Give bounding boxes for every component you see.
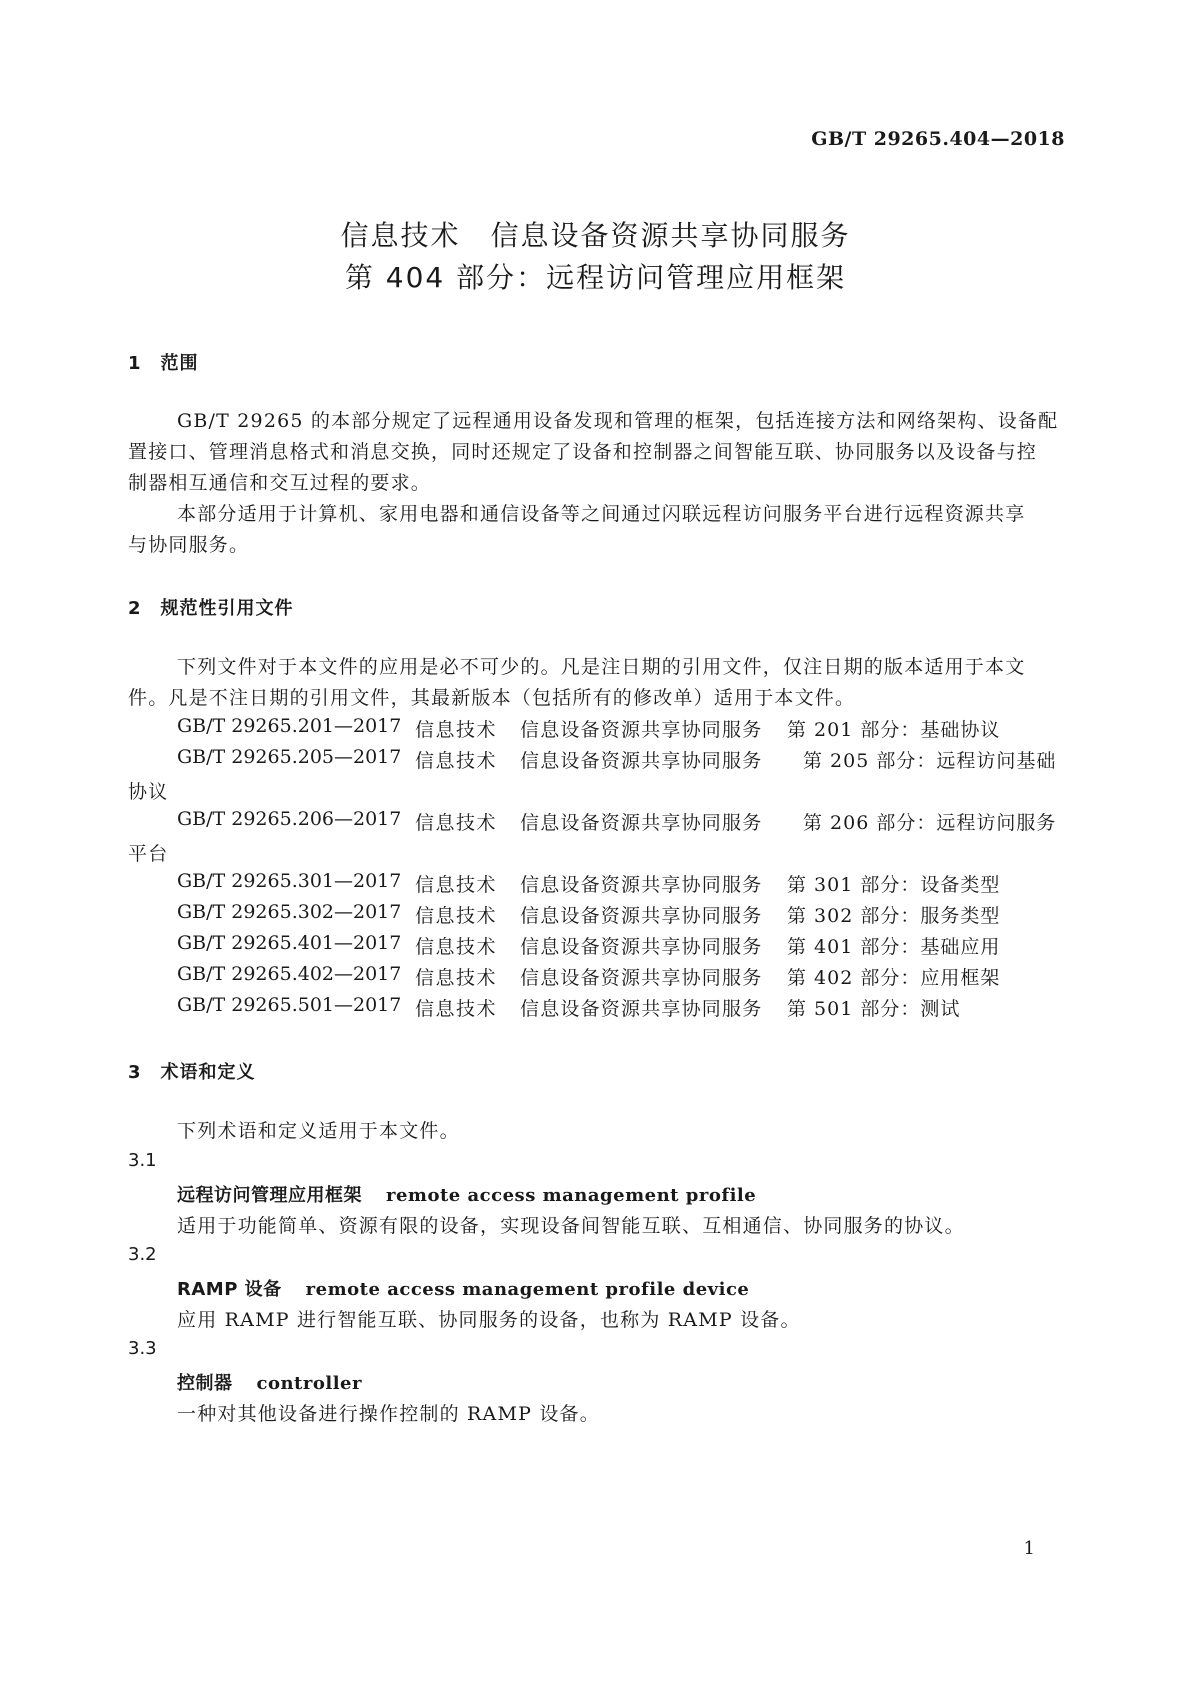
section-heading-terms: 3 术语和定义	[128, 1062, 256, 1083]
page-number: 1	[1023, 1538, 1035, 1559]
reference-category: 信息技术	[415, 936, 498, 958]
scope-paragraph-line: 置接口、管理消息格式和消息交换，同时还规定了设备和控制器之间智能互联、协同服务以及设备与控	[128, 441, 1038, 463]
reference-title: 信息设备资源共享协同服务	[520, 750, 763, 772]
reference-title: 信息设备资源共享协同服务	[520, 967, 763, 989]
document-title-line1: 信息技术 信息设备资源共享协同服务	[340, 219, 851, 252]
standard-code: GB/T 29265.404—2018	[811, 128, 1065, 150]
term-en: remote access management profile	[386, 1185, 757, 1206]
reference-category: 信息技术	[415, 998, 498, 1020]
term-zh: 远程访问管理应用框架	[177, 1185, 362, 1206]
term-number: 3.3	[128, 1338, 157, 1359]
reference-category: 信息技术	[415, 750, 498, 772]
reference-part: 第 205 部分：远程访问基础	[803, 750, 1057, 772]
reference-title: 信息设备资源共享协同服务	[520, 719, 763, 741]
reference-title: 信息设备资源共享协同服务	[520, 874, 763, 896]
term-definition: 一种对其他设备进行操作控制的 RAMP 设备。	[177, 1403, 600, 1425]
scope-paragraph-line: GB/T 29265 的本部分规定了远程通用设备发现和管理的框架，包括连接方法和网络架构、设备配	[177, 410, 1059, 432]
reference-category: 信息技术	[415, 719, 498, 741]
term-number: 3.1	[128, 1150, 157, 1171]
term-en: remote access management profile device	[305, 1279, 750, 1300]
term-definition: 适用于功能简单、资源有限的设备，实现设备间智能互联、互相通信、协同服务的协议。	[177, 1215, 965, 1237]
reference-part: 第 501 部分：测试	[787, 998, 961, 1020]
reference-code: GB/T 29265.205—2017	[177, 746, 402, 768]
term-zh: RAMP 设备	[177, 1279, 282, 1300]
reference-continuation: 平台	[128, 843, 169, 865]
reference-title: 信息设备资源共享协同服务	[520, 812, 763, 834]
reference-code: GB/T 29265.302—2017	[177, 901, 402, 923]
section-heading-references: 2 规范性引用文件	[128, 598, 294, 619]
reference-code: GB/T 29265.201—2017	[177, 715, 402, 737]
reference-category: 信息技术	[415, 812, 498, 834]
references-intro-line: 件。凡是不注日期的引用文件，其最新版本（包括所有的修改单）适用于本文件。	[128, 687, 856, 709]
reference-title: 信息设备资源共享协同服务	[520, 998, 763, 1020]
terms-intro: 下列术语和定义适用于本文件。	[177, 1120, 460, 1142]
scope-paragraph-line: 制器相互通信和交互过程的要求。	[128, 472, 432, 494]
document-title-line2: 第 404 部分：远程访问管理应用框架	[344, 261, 847, 294]
reference-part: 第 201 部分：基础协议	[787, 719, 1001, 741]
reference-part: 第 401 部分：基础应用	[787, 936, 1001, 958]
reference-category: 信息技术	[415, 905, 498, 927]
scope-paragraph-line: 与协同服务。	[128, 534, 250, 556]
reference-code: GB/T 29265.401—2017	[177, 932, 402, 954]
reference-code: GB/T 29265.402—2017	[177, 963, 402, 985]
term-number: 3.2	[128, 1244, 157, 1265]
term-en: controller	[256, 1373, 362, 1394]
reference-part: 第 206 部分：远程访问服务	[803, 812, 1057, 834]
term-definition: 应用 RAMP 进行智能互联、协同服务的设备，也称为 RAMP 设备。	[177, 1309, 801, 1331]
term-heading	[177, 1181, 756, 1207]
reference-category: 信息技术	[415, 967, 498, 989]
reference-part: 第 302 部分：服务类型	[787, 905, 1001, 927]
reference-part: 第 402 部分：应用框架	[787, 967, 1001, 989]
reference-part: 第 301 部分：设备类型	[787, 874, 1001, 896]
reference-code: GB/T 29265.206—2017	[177, 808, 402, 830]
reference-title: 信息设备资源共享协同服务	[520, 936, 763, 958]
reference-category: 信息技术	[415, 874, 498, 896]
reference-title: 信息设备资源共享协同服务	[520, 905, 763, 927]
reference-code: GB/T 29265.301—2017	[177, 870, 402, 892]
scope-paragraph-line: 本部分适用于计算机、家用电器和通信设备等之间通过闪联远程访问服务平台进行远程资源共享	[177, 503, 1026, 525]
references-intro-line: 下列文件对于本文件的应用是必不可少的。凡是注日期的引用文件，仅注日期的版本适用于本文	[177, 656, 1026, 678]
section-heading-scope: 1 范围	[128, 353, 199, 374]
reference-code: GB/T 29265.501—2017	[177, 994, 402, 1016]
reference-continuation: 协议	[128, 781, 169, 803]
term-zh: 控制器	[177, 1373, 233, 1394]
term-heading	[177, 1369, 362, 1395]
term-heading	[177, 1275, 749, 1301]
